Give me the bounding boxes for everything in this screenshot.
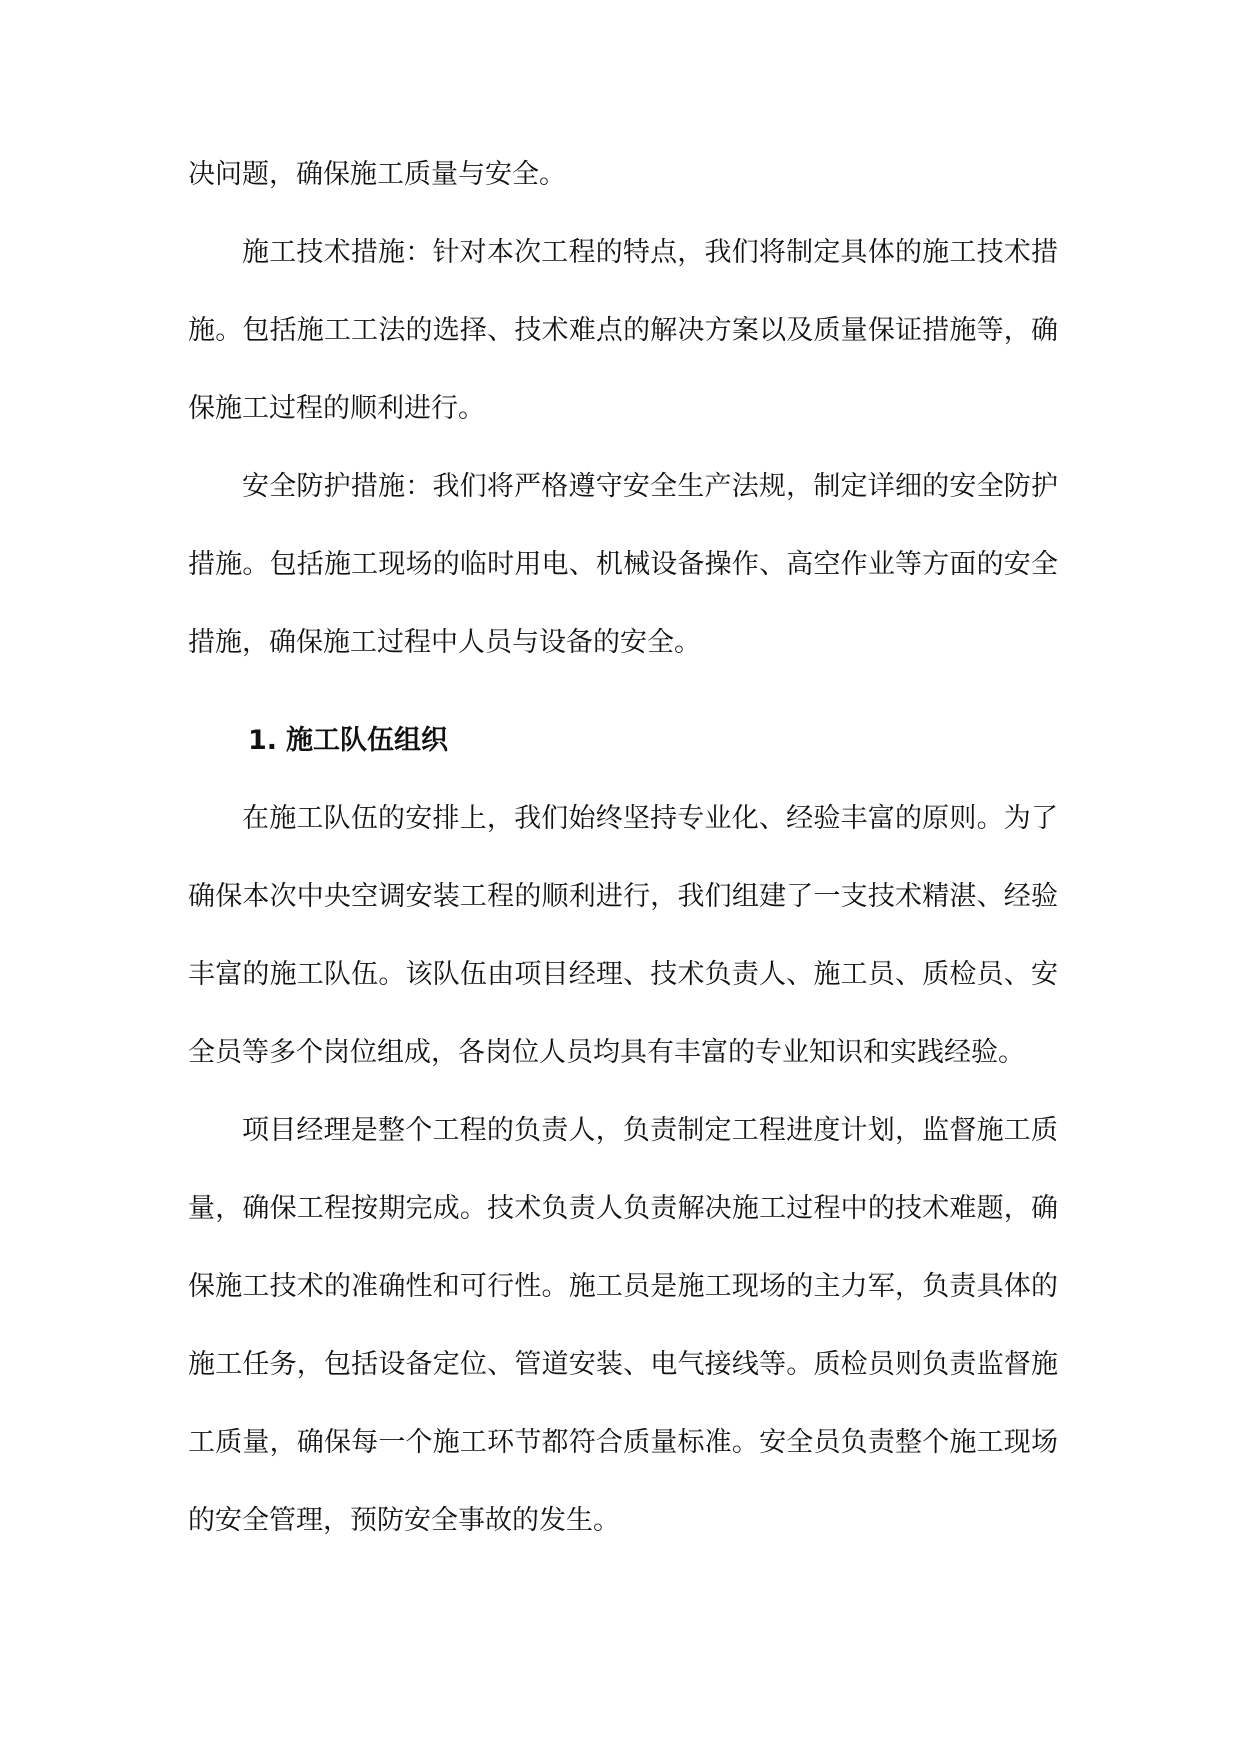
paragraph-safety-measures: 安全防护措施：我们将严格遵守安全生产法规，制定详细的安全防护措施。包括施工现场的临时用电、机械设备操作、高空作业等方面的安全措施，确保施工过程中人员与设备的安全。	[188, 471, 1058, 658]
document-body	[188, 136, 1058, 1560]
section-title: 施工队伍组织	[286, 725, 448, 756]
paragraph-continued: 决问题，确保施工质量与安全。	[188, 159, 566, 190]
paragraph-team-organization: 在施工队伍的安排上，我们始终坚持专业化、经验丰富的原则。为了确保本次中央空调安装工程的顺利进行，我们组建了一支技术精湛、经验丰富的施工队伍。该队伍由项目经理、技术负责人、施工员、质检员、安全员等多个岗位组成，各岗位人员均具有丰富的专业知识和实践经验。	[188, 803, 1058, 1068]
section-number: 1.	[248, 725, 278, 756]
paragraph-team-roles: 项目经理是整个工程的负责人，负责制定工程进度计划，监督施工质量，确保工程按期完成。技术负责人负责解决施工过程中的技术难题，确保施工技术的准确性和可行性。施工员是施工现场的主力军，负责具体的施工任务，包括设备定位、管道安装、电气接线等。质检员则负责监督施工质量，确保每一个施工环节都符合质量标准。安全员负责整个施工现场的安全管理，预防安全事故的发生。	[188, 1115, 1058, 1536]
paragraph-technical-measures: 施工技术措施：针对本次工程的特点，我们将制定具体的施工技术措施。包括施工工法的选择、技术难点的解决方案以及质量保证措施等，确保施工过程的顺利进行。	[188, 237, 1058, 424]
section-heading	[188, 702, 1058, 780]
